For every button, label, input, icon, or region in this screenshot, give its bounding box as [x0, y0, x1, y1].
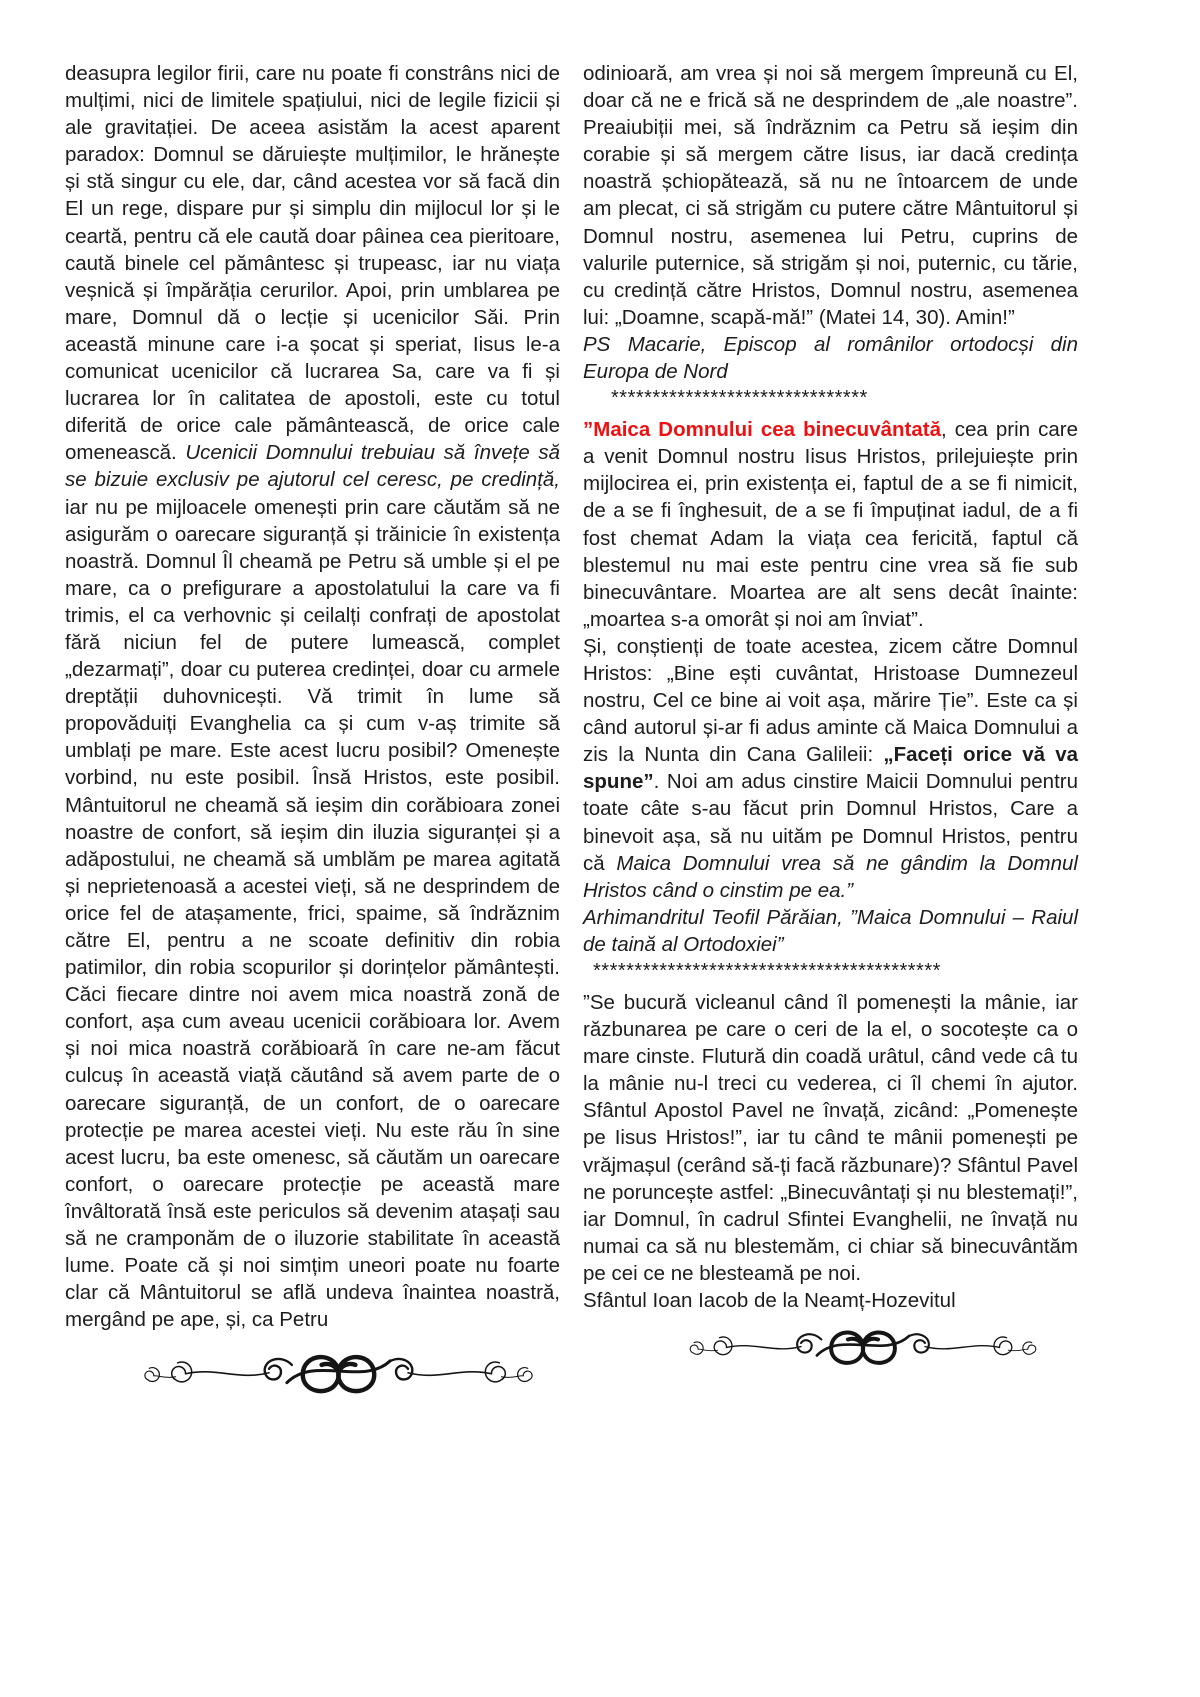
left-column — [65, 60, 560, 1399]
flourish-divider-icon — [120, 1343, 557, 1399]
si-constienti-paragraph: Și, conștienți de toate acestea, zicem către Domnul Hristos: „Bine ești cuvântat, Hristoase Dumnezeul nostru, Cel ce bine ai voit așa, mărire Ție”. Este ca și când autorul și-ar fi adus aminte că Maica Domnului a zis la Nunta din Cana Galileii: „Faceți orice vă va spune”. Noi am adus cinstire Maicii Domnului pentru toate câte s-au făcut prin Domnul Hristos, Care a binevoit așa, să nu uităm pe Domnul Hristos, pentru că Maica Domnului vrea să ne gândim la Domnul Hristos când o cinstim pe ea.” — [583, 634, 1079, 902]
maica-domnului-paragraph: ”Maica Domnului cea binecuvântată, cea prin care a venit Domnul nostru Iisus Hristos, prilejuiește prin mijlocirea ei, prin existența ei, faptul de a se fi nimicit, de a se fi înghesuit, de a se fi împuținat iadul, de a fi fost chemat Adam la viața cea fericită, faptul că blestemul nu mai este pentru cine vrea să fie sub binecuvântare. Moartea are alt sens decât înainte: „moartea s-a omorât și noi am înviat”. — [583, 418, 1078, 631]
signature-teofil-paraian: Arhimandritul Teofil Părăian, ”Maica Domnului – Raiul de taină al Ortodoxiei” — [583, 905, 1078, 956]
asterisk-separator-2: ****************************************** — [593, 960, 941, 982]
signature-ps-macarie: PS Macarie, Episcop al românilor ortodocși din Europa de Nord — [583, 332, 1078, 384]
two-column-text-layout — [65, 60, 1078, 1399]
flourish-divider-icon — [668, 1320, 1058, 1370]
bishop-message-paragraph: odinioară, am vrea și noi să mergem împreună cu El, doar că ne e frică să ne desprindem de „ale noastre”. Preaiubiții mei, să îndrăznim ca Petru să ieșim din corabie și să mergem către Iisus, iar dacă credința noastră șchiopătează, să nu ne întoarcem de unde am plecat, ci să strigăm cu putere către Mântuitorul și Domnul nostru, asemenea lui Petru, cuprins de valurile puternice, să strigăm și noi, puternic, cu tărie, cu credință către Hristos, Domnul nostru, asemenea lui: „Doamne, scapă-mă!” (Matei 14, 30). Amin!” — [583, 62, 1078, 329]
se-bucura-paragraph: ”Se bucură vicleanul când îl pomenești la mânie, iar răzbunarea pe care o ceri de la el, o socotește ca o mare cinste. Flutură din coadă urâtul, când vede câ tu la mânie nu-l treci cu vederea, ci îl chemi în ajutor. Sfântul Apostol Pavel ne învață, zicând: „Pomenește pe Iisus Hristos!”, iar tu când te mânii pomenești pe vrăjmașul (cerând să-ți facă răzbunare)? Sfântul Pavel ne poruncește astfel: „Binecuvântați și nu blestemați!”, iar Domnul, în cadrul Sfintei Evanghelii, ne învață nu numai ca să nu blestemăm, ci chiar să binecuvântăm pe cei ce ne blesteamă pe noi. — [583, 991, 1078, 1285]
asterisk-separator: ******************************* — [611, 387, 868, 410]
signature-ioan-iacob: Sfântul Ioan Iacob de la Neamț-Hozevitul — [583, 1289, 956, 1313]
right-column — [583, 60, 1078, 1399]
left-column-paragraph: deasupra legilor firii, care nu poate fi constrâns nici de mulțimi, nici de limitele spațiului, nici de legile fizicii și ale gravitației. De aceea asistăm la acest aparent paradox: Domnul se dăruiește mulțimilor, le hrănește și stă singur cu ele, dar, când acestea vor să facă din El un rege, dispare pur și simplu din mijlocul lor și le ceartă, pentru că ele caută doar pâinea cea pieritoare, caută binele cel pământesc și trupeasc, iar nu viața veșnică și împărăția cerurilor. Apoi, prin umblarea pe mare, Domnul dă o lecție și ucenicilor Săi. Prin această minune care i-a șocat și speriat, Iisus le-a comunicat ucenicilor că lucrarea Sa, care va fi și lucrarea lor în calitatea de apostoli, este cu totul diferită de orice cale pământească, de orice cale omenească. Ucenicii Domnului trebuiau să învețe să se bizuie exclusiv pe ajutorul cel ceresc, pe credință, iar nu pe mijloacele omenești prin care căutăm să ne asigurăm o oarecare siguranță și trăinicie în existența noastră. Domnul Îl cheamă pe Petru să umble și el pe mare, ca o prefigurare a apostolatului la care va fi trimis, el ca verhovnic și ceilalți confrați de apostolat fără niciun fel de putere lumească, complet „dezarmați”, doar cu puterea credinței, doar cu armele dreptății duhovnicești. Vă trimit în lume să propovăduiți Evanghelia ca și cum v-aș trimite să umblați pe mare. Este acest lucru posibil? Omenește vorbind, nu este posibil. Însă Hristos, este posibil. Mântuitorul ne cheamă să ieșim din corăbioara zonei noastre de confort, să ieșim din iluzia siguranței și a adăpostului, ne cheamă să umblăm pe marea agitată și neprietenoasă a acestei vieți, să ne desprindem de orice fel de atașamente, frici, spaime, să îndrăznim către El, pentru a ne scoate definitiv din robia patimilor, din robia scopurilor și dorințelor pământești. Căci fiecare dintre noi avem mica noastră zonă de confort, așa cum aveau ucenicii corăbioara lor. Avem și noi mica noastră corăbioară în care ne-am făcut culcuș în această viață căutând să avem parte de o oarecare siguranță, de un confort, de o oarecare protecție pe marea acestei vieți. Nu este rău în sine acest lucru, ba este omenesc, să căutăm un oarecare confort, o oarecare protecție pe această mare învâltorată însă este periculos să devenim atașați sau să ne cramponăm de o iluzorie stabilitate în această lume. Poate că și noi simțim uneori poate nu foarte clar că Mântuitorul se află undeva înaintea noastră, mergând pe ape, și, ca Petru — [65, 62, 561, 1332]
